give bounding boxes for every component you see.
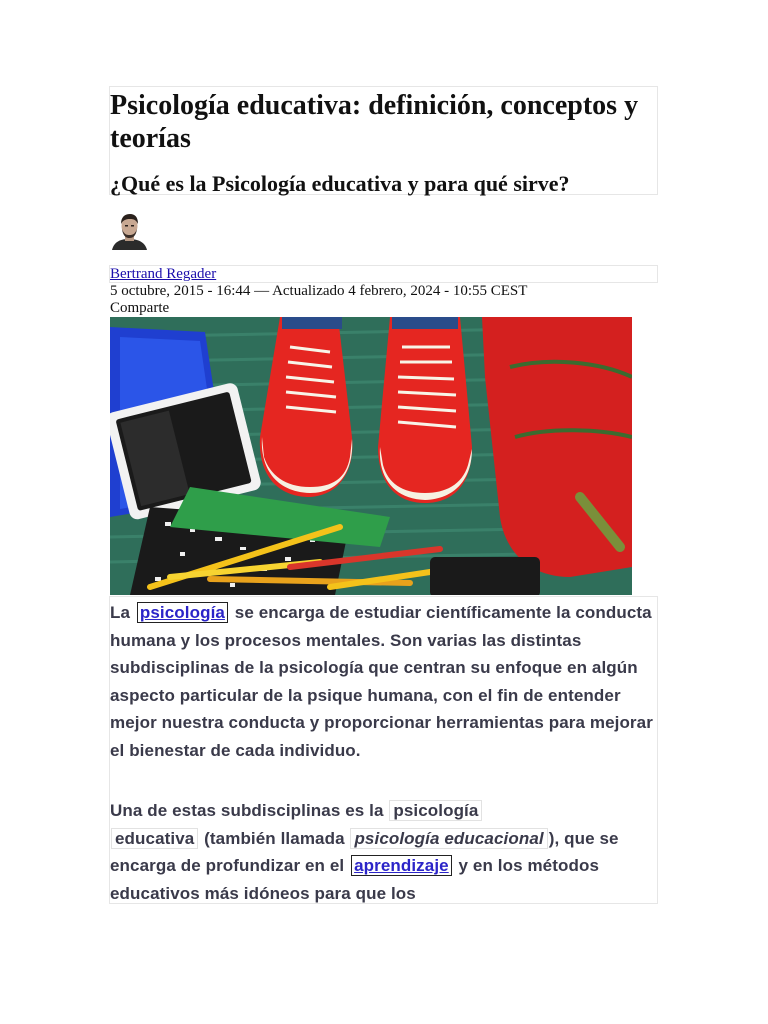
paragraph-1 xyxy=(110,599,658,764)
article-body xyxy=(109,596,658,904)
author-link[interactable]: Bertrand Regader xyxy=(110,266,217,282)
sneakers-and-school-supplies-photo xyxy=(110,317,632,595)
tag-psicologia-educacional: psicología educacional xyxy=(350,828,547,849)
author-photo-icon xyxy=(110,212,149,250)
p2-text-mid2: ), que se encarga de profundizar en el xyxy=(110,828,619,875)
p2-text-mid: (también llamada xyxy=(199,828,350,848)
paragraph-2 xyxy=(110,797,658,907)
link-aprendizaje[interactable]: aprendizaje xyxy=(351,855,452,876)
p2-text-start: Una de estas subdisciplinas es la xyxy=(110,801,389,820)
tag-psicologia: psicología xyxy=(389,800,482,821)
article-header xyxy=(109,86,658,195)
tag-educativa: educativa xyxy=(111,828,198,849)
share-label[interactable]: Comparte xyxy=(110,300,170,316)
p1-text-rest: se encarga de estudiar científicamente la conducta humana y los procesos mentales. Son varias las distintas subdisciplinas de la psicología que centran su enfoque en algún aspecto particular de la psique humana, con el fin de entender mejor nuestra conducta y proporcionar herramientas para mejorar el bienestar de cada individuo. xyxy=(110,603,653,760)
hero-image xyxy=(110,317,632,595)
p1-text-start: La xyxy=(110,603,135,622)
article-subtitle: ¿Qué es la Psicología educativa y para qué sirve? xyxy=(110,171,570,196)
author-avatar[interactable] xyxy=(110,212,149,250)
author-byline xyxy=(109,265,658,283)
link-psicologia[interactable]: psicología xyxy=(137,602,228,623)
article-title: Psicología educativa: definición, conceptos y teorías xyxy=(110,90,639,154)
publish-date: 5 octubre, 2015 - 16:44 — Actualizado 4 febrero, 2024 - 10:55 CEST xyxy=(110,283,528,299)
p2-text-end: y en los métodos educativos más idóneos para que los xyxy=(110,856,600,903)
